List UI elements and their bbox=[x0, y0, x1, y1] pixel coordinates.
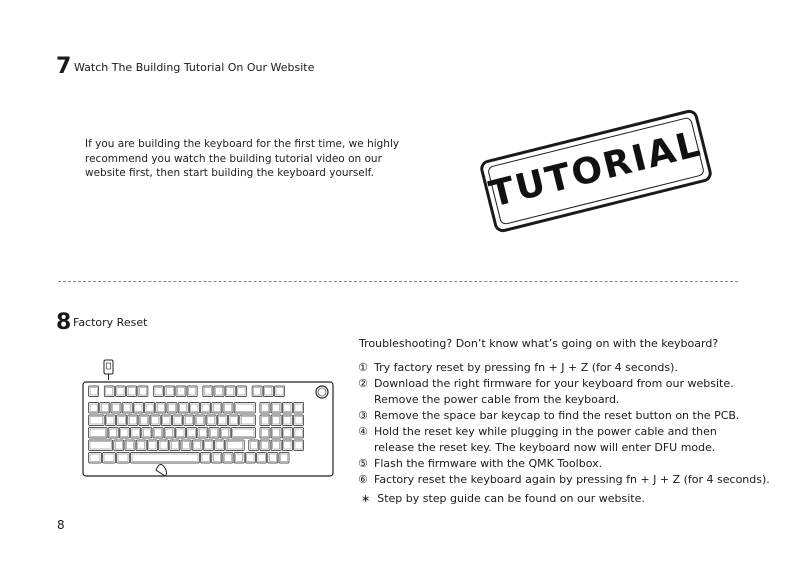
paragraph-line: If you are building the keyboard for the first time, we highly bbox=[85, 138, 400, 150]
step-5 bbox=[358, 456, 770, 472]
step-3 bbox=[358, 408, 770, 424]
paragraph-line: website first, then start building the keyboard yourself. bbox=[85, 167, 374, 179]
keyboard-illustration bbox=[80, 358, 336, 480]
step-text: Remove the space bar keycap to find the reset button on the PCB. bbox=[374, 409, 740, 422]
usb-cable-icon bbox=[104, 360, 113, 380]
step-text: Try factory reset by pressing fn + J + Z (for 4 seconds). bbox=[374, 361, 678, 374]
step-number: ④ bbox=[358, 425, 368, 438]
section-8-title: Factory Reset bbox=[73, 316, 148, 329]
step-text: Remove the power cable from the keyboard. bbox=[374, 393, 620, 406]
step-number: ② bbox=[358, 377, 368, 390]
step-text: release the reset key. The keyboard now will enter DFU mode. bbox=[374, 441, 716, 454]
step-number: ⑥ bbox=[358, 473, 368, 486]
paragraph-line: recommend you watch the building tutorial video on our bbox=[85, 152, 382, 165]
step-4-continued bbox=[358, 440, 770, 456]
section-7-paragraph bbox=[85, 137, 399, 181]
page-number: 8 bbox=[57, 518, 65, 532]
step-4 bbox=[358, 424, 770, 440]
step-text: Download the right firmware for your keyboard from our website. bbox=[374, 377, 734, 390]
step-number: ① bbox=[358, 361, 368, 374]
guide-note-text: Step by step guide can be found on our website. bbox=[377, 492, 645, 505]
step-number: ③ bbox=[358, 409, 368, 422]
stamp-text: TUTORIAL bbox=[485, 123, 706, 216]
step-6 bbox=[358, 472, 770, 488]
asterisk-icon: ∗ bbox=[361, 492, 371, 505]
reset-steps-list bbox=[358, 360, 770, 488]
step-1 bbox=[358, 360, 770, 376]
step-text: Flash the firmware with the QMK Toolbox. bbox=[374, 457, 603, 470]
section-divider bbox=[58, 281, 738, 282]
section-8-number: 8 bbox=[56, 310, 72, 335]
guide-note bbox=[361, 492, 645, 505]
section-7-title: Watch The Building Tutorial On Our Website bbox=[74, 61, 315, 74]
section-7-number: 7 bbox=[56, 54, 72, 79]
step-text: Factory reset the keyboard again by pressing fn + J + Z (for 4 seconds). bbox=[374, 473, 770, 486]
step-2-continued bbox=[358, 392, 770, 408]
step-text: Hold the reset key while plugging in the power cable and then bbox=[374, 425, 717, 438]
tutorial-stamp bbox=[478, 108, 713, 234]
step-2 bbox=[358, 376, 770, 392]
troubleshooting-question: Troubleshooting? Don’t know what’s going on with the keyboard? bbox=[359, 337, 719, 350]
step-number: ⑤ bbox=[358, 457, 368, 470]
